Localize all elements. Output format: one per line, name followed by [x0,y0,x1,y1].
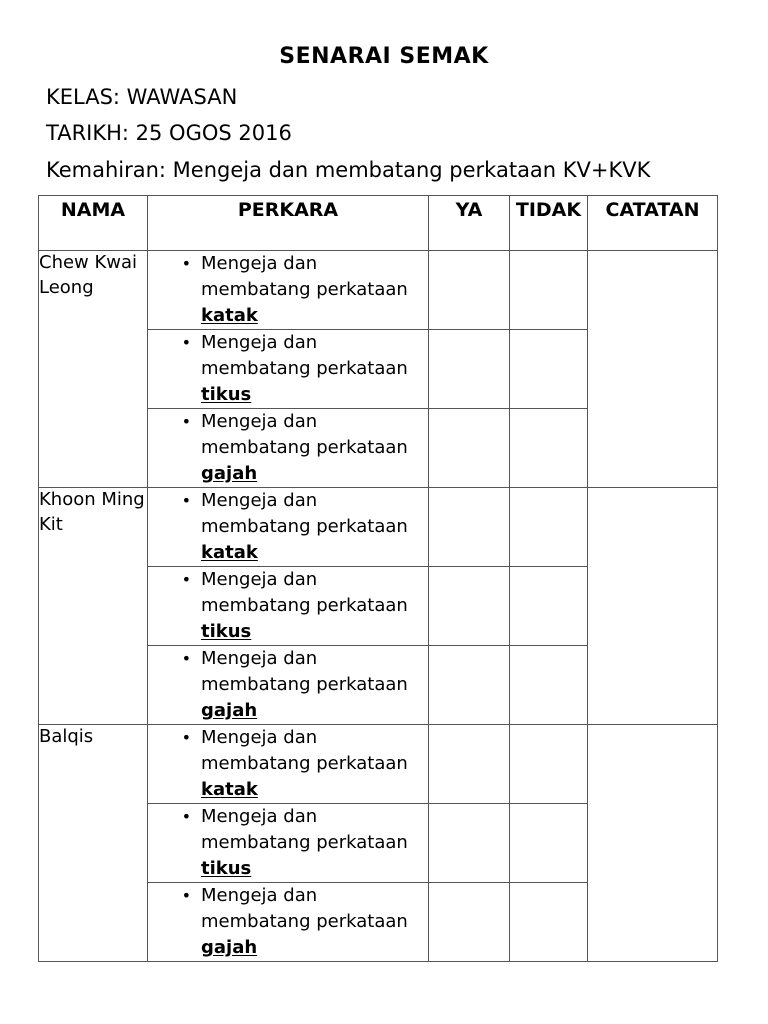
bullet-icon: • [181,728,191,747]
tidak-cell[interactable] [510,804,588,883]
bullet-icon: • [181,412,191,431]
target-word: gajah [201,700,258,721]
list-item [148,251,428,329]
header-nama: NAMA [39,196,148,251]
student-name: Khoon Ming Kit [39,488,148,725]
table-row [39,488,718,567]
item-text [201,330,424,408]
item-description: Mengeja dan membatang perkataan [201,806,408,853]
target-word: tikus [201,858,252,879]
perkara-cell [148,725,429,804]
tidak-cell[interactable] [510,883,588,962]
ya-cell[interactable] [429,409,510,488]
bullet-icon: • [181,333,191,352]
list-item [148,488,428,566]
ya-cell[interactable] [429,725,510,804]
catatan-cell[interactable] [588,251,718,488]
item-text [201,883,424,961]
perkara-cell [148,330,429,409]
item-text [201,804,424,882]
item-text [201,725,424,803]
ya-cell[interactable] [429,883,510,962]
item-text [201,488,424,566]
item-description: Mengeja dan membatang perkataan [201,253,408,300]
item-description: Mengeja dan membatang perkataan [201,490,408,537]
bullet-icon: • [181,254,191,273]
target-word: katak [201,305,258,326]
document-title: SENARAI SEMAK [279,44,489,69]
item-description: Mengeja dan membatang perkataan [201,648,408,695]
ya-cell[interactable] [429,251,510,330]
perkara-cell [148,251,429,330]
tidak-cell[interactable] [510,646,588,725]
catatan-cell[interactable] [588,725,718,962]
perkara-cell [148,804,429,883]
target-word: gajah [201,463,258,484]
bullet-icon: • [181,570,191,589]
target-word: gajah [201,937,258,958]
header-row [39,196,718,251]
header-tidak: TIDAK [510,196,588,251]
bullet-icon: • [181,649,191,668]
item-text [201,409,424,487]
item-description: Mengeja dan membatang perkataan [201,332,408,379]
tidak-cell[interactable] [510,725,588,804]
target-word: tikus [201,384,252,405]
bullet-icon: • [181,807,191,826]
tidak-cell[interactable] [510,330,588,409]
list-item [148,409,428,487]
perkara-cell [148,883,429,962]
student-name: Balqis [39,725,148,962]
list-item [148,725,428,803]
item-text [201,567,424,645]
skill-line: Kemahiran: Mengeja dan membatang perkataan KV+KVK [46,158,651,182]
tidak-cell[interactable] [510,488,588,567]
target-word: katak [201,542,258,563]
ya-cell[interactable] [429,804,510,883]
table-row [39,251,718,330]
tidak-cell[interactable] [510,251,588,330]
catatan-cell[interactable] [588,488,718,725]
target-word: katak [201,779,258,800]
item-text [201,646,424,724]
list-item [148,804,428,882]
checklist-table [38,195,718,962]
ya-cell[interactable] [429,488,510,567]
checklist-body [39,251,718,962]
item-description: Mengeja dan membatang perkataan [201,885,408,932]
bullet-icon: • [181,491,191,510]
list-item [148,646,428,724]
ya-cell[interactable] [429,567,510,646]
ya-cell[interactable] [429,330,510,409]
list-item [148,567,428,645]
item-description: Mengeja dan membatang perkataan [201,727,408,774]
perkara-cell [148,409,429,488]
tidak-cell[interactable] [510,409,588,488]
student-name: Chew Kwai Leong [39,251,148,488]
date-line: TARIKH: 25 OGOS 2016 [46,121,292,145]
table-row [39,725,718,804]
item-description: Mengeja dan membatang perkataan [201,411,408,458]
header-ya: YA [429,196,510,251]
perkara-cell [148,646,429,725]
list-item [148,330,428,408]
ya-cell[interactable] [429,646,510,725]
item-description: Mengeja dan membatang perkataan [201,569,408,616]
perkara-cell [148,488,429,567]
perkara-cell [148,567,429,646]
target-word: tikus [201,621,252,642]
header-perkara: PERKARA [148,196,429,251]
list-item [148,883,428,961]
header-catatan: CATATAN [588,196,718,251]
class-line: KELAS: WAWASAN [46,85,238,109]
item-text [201,251,424,329]
bullet-icon: • [181,886,191,905]
tidak-cell[interactable] [510,567,588,646]
